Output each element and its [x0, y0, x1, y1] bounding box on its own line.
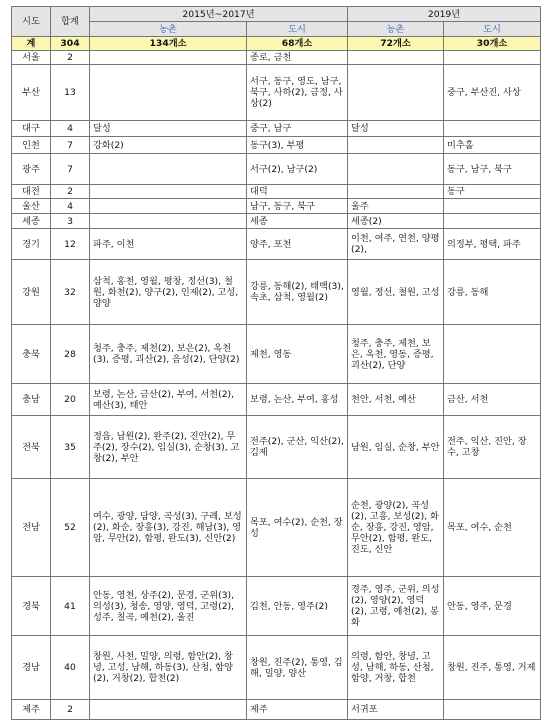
region-cell: 충북 [12, 325, 51, 384]
p1-urban-cell: 제주 [247, 700, 348, 720]
count-cell: 2 [51, 700, 90, 720]
p1-rural-cell: 파주, 이천 [90, 229, 247, 260]
header-p2-urban: 도시 [444, 22, 541, 37]
p1-rural-cell [90, 51, 247, 65]
p2-rural-cell [348, 154, 444, 185]
count-cell: 40 [51, 636, 90, 700]
table-row [12, 185, 541, 199]
p1-rural-cell: 창원, 사천, 밀양, 의령, 함안(2), 창녕, 고성, 남해, 하동(3), 산청, 함양(2), 거창(2), 합천(2) [90, 636, 247, 700]
p1-rural-cell [90, 199, 247, 214]
count-cell: 4 [51, 121, 90, 137]
p2-urban-cell: 창원, 진주, 통영, 거제 [444, 636, 541, 700]
header-sido: 시도 [12, 7, 51, 37]
p1-urban-cell: 강릉, 동해(2), 태백(3), 속초, 삼척, 영월(2) [247, 260, 348, 325]
p2-rural-cell: 달성 [348, 121, 444, 137]
table-row [12, 137, 541, 154]
table-body [12, 37, 541, 720]
p2-rural-cell: 남원, 임실, 순창, 부안 [348, 416, 444, 479]
p2-urban-cell: 안동, 영주, 문경 [444, 577, 541, 636]
header-total: 합계 [51, 7, 90, 37]
p2-urban-cell: 금산, 서천 [444, 384, 541, 416]
p1-rural-cell [90, 185, 247, 199]
total-p1-urban: 68개소 [247, 37, 348, 51]
total-p2-urban: 30개소 [444, 37, 541, 51]
p1-urban-cell: 전주(2), 군산, 익산(2), 김제 [247, 416, 348, 479]
p2-rural-cell: 천안, 서천, 예산 [348, 384, 444, 416]
total-count: 304 [51, 37, 90, 51]
table-row [12, 577, 541, 636]
p1-urban-cell: 동구(3), 부평 [247, 137, 348, 154]
table-row [12, 229, 541, 260]
p2-rural-cell: 영월, 정선, 철원, 고성 [348, 260, 444, 325]
p2-rural-cell: 의령, 함안, 창녕, 고성, 남해, 하동, 산청, 함양, 거창, 합천 [348, 636, 444, 700]
header-period-2015-2017: 2015년~2017년 [90, 7, 348, 22]
p2-urban-cell: 중구, 부산진, 사상 [444, 65, 541, 121]
header-p1-urban: 도시 [247, 22, 348, 37]
count-cell: 13 [51, 65, 90, 121]
region-cell: 강원 [12, 260, 51, 325]
region-cell: 대전 [12, 185, 51, 199]
p2-urban-cell: 강릉, 동해 [444, 260, 541, 325]
region-cell: 제주 [12, 700, 51, 720]
p1-urban-cell: 김천, 안동, 영주(2) [247, 577, 348, 636]
table-row [12, 199, 541, 214]
p2-rural-cell: 이천, 여주, 연천, 양평(2), [348, 229, 444, 260]
p2-rural-cell: 서귀포 [348, 700, 444, 720]
table-row [12, 154, 541, 185]
table-row [12, 51, 541, 65]
count-cell: 35 [51, 416, 90, 479]
p2-rural-cell: 울주 [348, 199, 444, 214]
p1-urban-cell: 제천, 영동 [247, 325, 348, 384]
p1-rural-cell [90, 154, 247, 185]
header-period-2019: 2019년 [348, 7, 541, 22]
p2-rural-cell [348, 185, 444, 199]
p1-urban-cell: 세종 [247, 214, 348, 229]
p2-rural-cell: 청주, 충주, 제천, 보은, 옥천, 영동, 증평, 괴산(2), 단양 [348, 325, 444, 384]
p2-urban-cell: 목포, 여수, 순천 [444, 479, 541, 577]
table-row [12, 214, 541, 229]
region-cell: 세종 [12, 214, 51, 229]
count-cell: 2 [51, 51, 90, 65]
table-row [12, 636, 541, 700]
region-cell: 서울 [12, 51, 51, 65]
p2-urban-cell [444, 325, 541, 384]
table-row [12, 384, 541, 416]
p1-urban-cell: 목포, 여수(2), 순천, 장성 [247, 479, 348, 577]
table-row [12, 700, 541, 720]
p2-rural-cell [348, 65, 444, 121]
p1-rural-cell: 정읍, 남원(2), 완주(2), 진안(2), 무주(2), 장수(2), 임실(3), 순창(3), 고창(2), 부안 [90, 416, 247, 479]
total-row [12, 37, 541, 51]
p1-rural-cell: 보령, 논산, 금산(2), 부여, 서천(2), 예산(3), 태안 [90, 384, 247, 416]
count-cell: 7 [51, 154, 90, 185]
count-cell: 3 [51, 214, 90, 229]
region-cell: 전북 [12, 416, 51, 479]
p1-rural-cell: 청주, 충주, 제천(2), 보은(2), 옥천(3), 증평, 괴산(2), 음성(2), 단양(2) [90, 325, 247, 384]
count-cell: 20 [51, 384, 90, 416]
p2-urban-cell: 동구, 남구, 북구 [444, 154, 541, 185]
p1-rural-cell: 강화(2) [90, 137, 247, 154]
p2-urban-cell: 전주, 익산, 진안, 장수, 고창 [444, 416, 541, 479]
p1-rural-cell: 삼척, 홍천, 영월, 평창, 정선(3), 철원, 화천(2), 양구(2), 인제(2), 고성, 양양 [90, 260, 247, 325]
p1-urban-cell: 남구, 동구, 북구 [247, 199, 348, 214]
p2-rural-cell [348, 51, 444, 65]
count-cell: 12 [51, 229, 90, 260]
region-cell: 인천 [12, 137, 51, 154]
p2-urban-cell [444, 199, 541, 214]
p2-urban-cell: 의정부, 평택, 파주 [444, 229, 541, 260]
table-row [12, 121, 541, 137]
header-p1-rural: 농촌 [90, 22, 247, 37]
table-row [12, 325, 541, 384]
region-cell: 경남 [12, 636, 51, 700]
p1-urban-cell: 창원, 진주(2), 통영, 김해, 밀양, 양산 [247, 636, 348, 700]
p2-rural-cell: 세종(2) [348, 214, 444, 229]
count-cell: 4 [51, 199, 90, 214]
table-row [12, 479, 541, 577]
total-label: 계 [12, 37, 51, 51]
region-cell: 울산 [12, 199, 51, 214]
p1-rural-cell: 달성 [90, 121, 247, 137]
p2-urban-cell: 미추홀 [444, 137, 541, 154]
p2-urban-cell [444, 51, 541, 65]
p1-urban-cell: 보령, 논산, 부여, 홍성 [247, 384, 348, 416]
region-cell: 경북 [12, 577, 51, 636]
header-p2-rural: 농촌 [348, 22, 444, 37]
total-p2-rural: 72개소 [348, 37, 444, 51]
p2-rural-cell: 순천, 광양(2), 곡성(2), 고흥, 보성(2), 화순, 장흥, 강진, 영암, 무안(2), 함평, 완도, 진도, 신안 [348, 479, 444, 577]
count-cell: 32 [51, 260, 90, 325]
count-cell: 52 [51, 479, 90, 577]
table-row [12, 260, 541, 325]
p1-rural-cell: 안동, 영천, 상주(2), 문경, 군위(3), 의성(3), 청송, 영양, 영덕, 고령(2), 성주, 칠곡, 예천(2), 울진 [90, 577, 247, 636]
count-cell: 28 [51, 325, 90, 384]
p1-urban-cell: 서구, 동구, 영도, 남구, 북구, 사하(2), 금정, 사상(2) [247, 65, 348, 121]
p2-urban-cell [444, 700, 541, 720]
p1-urban-cell: 중구, 남구 [247, 121, 348, 137]
p1-rural-cell: 여수, 광양, 담양, 곡성(3), 구례, 보성(2), 화순, 장흥(3), 강진, 해남(3), 영암, 무안(2), 함평, 완도(3), 신안(2) [90, 479, 247, 577]
region-cell: 충남 [12, 384, 51, 416]
p1-rural-cell [90, 214, 247, 229]
region-cell: 전남 [12, 479, 51, 577]
table-row [12, 65, 541, 121]
p1-urban-cell: 서구(2), 남구(2) [247, 154, 348, 185]
count-cell: 2 [51, 185, 90, 199]
p1-rural-cell [90, 65, 247, 121]
p2-urban-cell: 동구 [444, 185, 541, 199]
region-cell: 경기 [12, 229, 51, 260]
p2-rural-cell [348, 137, 444, 154]
table-row [12, 416, 541, 479]
p2-urban-cell [444, 214, 541, 229]
region-cell: 광주 [12, 154, 51, 185]
total-p1-rural: 134개소 [90, 37, 247, 51]
p2-urban-cell [444, 121, 541, 137]
p1-urban-cell: 대덕 [247, 185, 348, 199]
region-cell: 대구 [12, 121, 51, 137]
region-cell: 부산 [12, 65, 51, 121]
p1-rural-cell [90, 700, 247, 720]
count-cell: 7 [51, 137, 90, 154]
count-cell: 41 [51, 577, 90, 636]
p1-urban-cell: 종로, 금천 [247, 51, 348, 65]
p1-urban-cell: 양주, 포천 [247, 229, 348, 260]
p2-rural-cell: 경주, 영주, 군위, 의성(2), 영양(2), 영덕(2), 고령, 예천(2), 봉화 [348, 577, 444, 636]
regional-sites-table [11, 6, 541, 720]
